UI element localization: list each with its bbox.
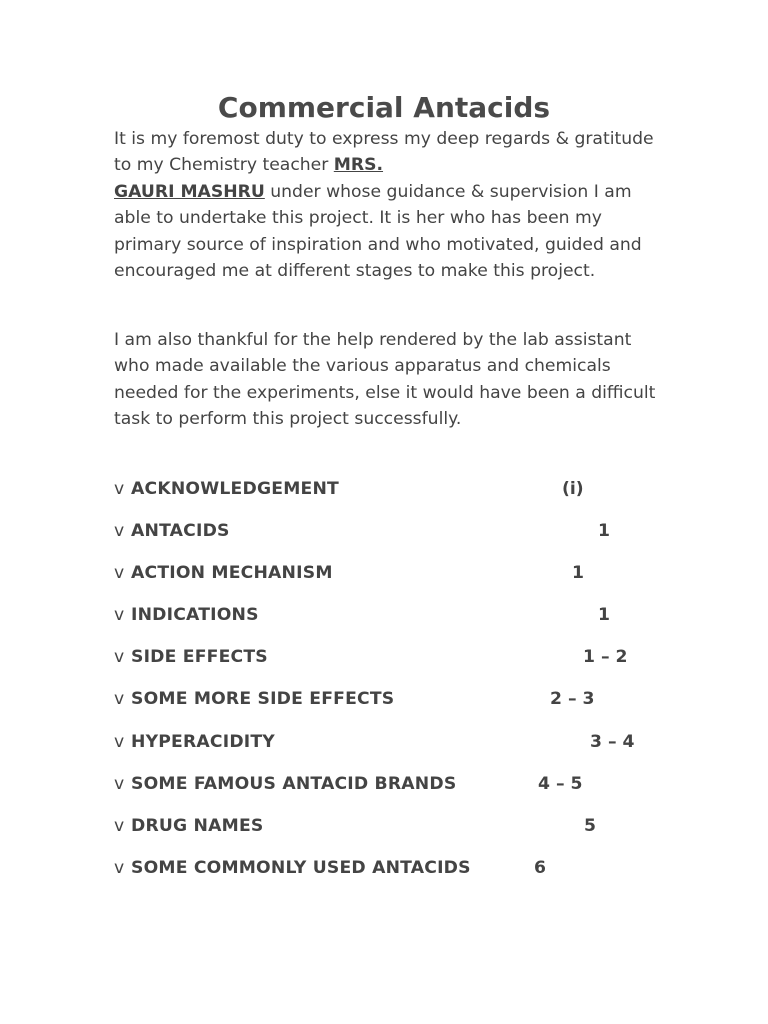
toc-item-label: ACTION MECHANISM	[131, 563, 333, 584]
bullet-icon: v	[114, 605, 125, 626]
toc-item	[114, 855, 674, 897]
bullet-icon: v	[114, 731, 125, 752]
bullet-icon: v	[114, 773, 125, 794]
toc-item	[114, 476, 674, 518]
thanks-paragraph: I am also thankful for the help rendered by the lab assistant who made available the various apparatus and chemicals needed for the experiments, else it would have been a difficult task to perform this project successfully.	[114, 330, 656, 430]
toc-item-label: SOME MORE SIDE EFFECTS	[131, 689, 395, 710]
toc-item-page: 6	[534, 857, 546, 878]
toc-item-page: 4 – 5	[538, 773, 583, 794]
bullet-icon: v	[114, 815, 125, 836]
toc-item-page: 3 – 4	[590, 731, 635, 752]
toc-item-page: 1 – 2	[583, 647, 628, 668]
acknowledgement-paragraph	[114, 126, 659, 284]
bullet-icon: v	[114, 479, 125, 499]
bullet-icon: v	[114, 647, 125, 668]
toc-item-page: 1	[598, 605, 610, 626]
table-of-contents	[114, 476, 674, 897]
toc-item-label: HYPERACIDITY	[131, 731, 275, 752]
toc-item	[114, 644, 674, 686]
toc-item-page: 1	[598, 521, 610, 542]
teacher-name-line1: MRS.	[333, 155, 384, 176]
toc-item-label: DRUG NAMES	[131, 815, 264, 836]
toc-item-label: SOME FAMOUS ANTACID BRANDS	[131, 773, 457, 794]
toc-item-page: 5	[584, 815, 596, 836]
toc-item-label: ANTACIDS	[131, 521, 230, 542]
bullet-icon: v	[114, 563, 125, 584]
toc-item-label: SIDE EFFECTS	[131, 647, 268, 668]
bullet-icon: v	[114, 521, 125, 542]
bullet-icon: v	[114, 689, 125, 710]
toc-item-page: 1	[572, 563, 584, 584]
toc-item	[114, 560, 674, 602]
toc-item	[114, 602, 674, 644]
paragraph-text: under whose guidance & supervision I am able to undertake this project. It is her who has been my primary source of inspiration and who motivated, guided and encouraged me at different stages to make this project.	[114, 181, 642, 282]
toc-item-page: (i)	[562, 479, 584, 499]
toc-item-label: ACKNOWLEDGEMENT	[131, 479, 339, 499]
toc-item-label: SOME COMMONLY USED ANTACIDS	[131, 857, 471, 878]
toc-item	[114, 518, 674, 560]
toc-item	[114, 686, 674, 728]
toc-item	[114, 729, 674, 771]
toc-item	[114, 813, 674, 855]
toc-item-page: 2 – 3	[550, 689, 595, 710]
teacher-name-line2: GAURI MASHRU	[114, 181, 265, 202]
page-title: Commercial Antacids	[217, 91, 551, 124]
paragraph-text: It is my foremost duty to express my deep regards & gratitude to my Chemistry teacher	[114, 129, 654, 176]
bullet-icon: v	[114, 857, 125, 878]
toc-item	[114, 771, 674, 813]
toc-item-label: INDICATIONS	[131, 605, 259, 626]
